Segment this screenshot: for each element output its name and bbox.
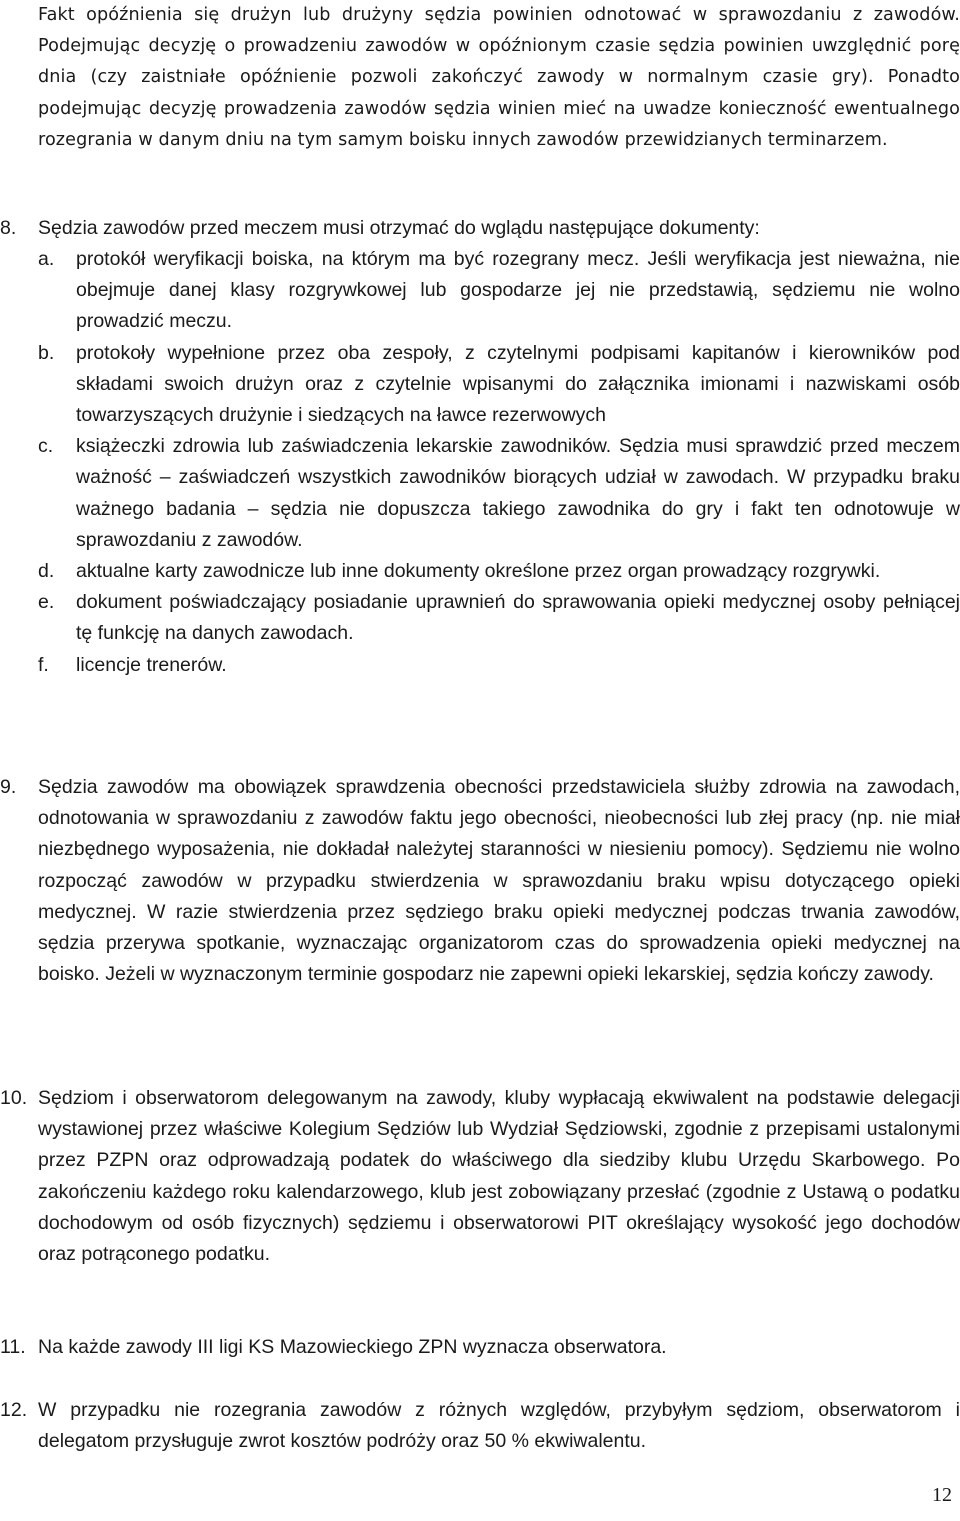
item-number: 8. — [0, 217, 17, 239]
list-item-b — [0, 338, 960, 432]
list-letter: e. — [38, 591, 55, 614]
list-item-c — [0, 431, 960, 556]
item-text: Sędziom i obserwatorom delegowanym na zawody, kluby wypłacają ekwiwalent na podstawie delegacji wystawionej przez właściwe Kolegium Sędziów lub Wydział Sędziowski, zgodnie z przepisami ustalonymi przez PZPN oraz odprowadzają podatek do właściwego dla siedziby klubu Urzędu Skarbowego. Po zakończeniu każdego roku kalendarzowego, klub jest zobowiązany przesłać (zgodnie z Ustawą o podatku dochodowym od osób fizycznych) sędziemu i obserwatorowi PIT określający wysokość jego dochodów oraz potrąconego podatku. — [38, 1087, 960, 1266]
intro-paragraph: Fakt opóźnienia się drużyn lub drużyny sędzia powinien odnotować w sprawozdaniu z zawodów. Podejmując decyzję o prowadzeniu zawodów w opóźnionym czasie sędzia powinien uwzględnić porę dnia (czy zaistniałe opóźnienie pozwoli zakończyć zawody w normalnym czasie gry). Ponadto podejmując decyzję prowadzenia zawodów sędzia winien mieć na uwadze konieczność ewentualnego rozegrania w danym dniu na tym samym boisku innych zawodów przewidzianych terminarzem. — [38, 5, 960, 150]
item-number: 12. — [0, 1399, 28, 1421]
regulation-item-9 — [0, 772, 960, 990]
list-letter: f. — [38, 653, 49, 676]
regulation-item-8 — [0, 213, 960, 244]
list-letter: c. — [38, 435, 54, 458]
list-item-a — [0, 244, 960, 338]
list-letter: d. — [38, 560, 55, 583]
list-item-d — [0, 556, 960, 587]
item-text: Na każde zawody III ligi KS Mazowieckiego ZPN wyznacza obserwatora. — [38, 1336, 667, 1358]
regulation-item-11 — [0, 1332, 960, 1363]
item-text: W przypadku nie rozegrania zawodów z różnych względów, przybyłym sędziom, obserwatorom i delegatom przysługuje zwrot kosztów podróży oraz 50 % ekwiwalentu. — [38, 1399, 960, 1453]
list-item-text: aktualne karty zawodnicze lub inne dokumenty określone przez organ prowadzący rozgrywki. — [76, 560, 881, 583]
list-item-f — [0, 650, 960, 681]
list-item-text: protokoły wypełnione przez oba zespoły, z czytelnymi podpisami kapitanów i kierowników pod składami swoich drużyn oraz z czytelnie wpisanymi do załącznika imionami i nazwiskami osób towarzyszących drużynie i siedzących na ławce rezerwowych — [76, 341, 960, 427]
item-text: Sędzia zawodów przed meczem musi otrzymać do wglądu następujące dokumenty: — [38, 217, 760, 239]
list-item-text: licencje trenerów. — [76, 653, 227, 676]
document-list — [0, 244, 960, 681]
list-letter: b. — [38, 341, 55, 364]
item-number: 11. — [0, 1336, 26, 1358]
list-item-text: protokół weryfikacji boiska, na którym ma być rozegrany mecz. Jeśli weryfikacja jest nieważna, nie obejmuje danej klasy rozgrywkowej lub gospodarze jej nie przedstawią, sędziemu nie wolno prowadzić meczu. — [76, 248, 960, 333]
regulation-item-12 — [0, 1395, 960, 1457]
item-number: 9. — [0, 776, 17, 798]
item-text: Sędzia zawodów ma obowiązek sprawdzenia obecności przedstawiciela służby zdrowia na zawodach, odnotowania w sprawozdaniu z zawodów faktu jego obecności, nieobecności lub złej pracy (np. nie miał niezbędnego wyposażenia, nie dokładał należytej staranności w niesieniu pomocy). Sędziemu nie wolno rozpocząć zawodów w przypadku stwierdzenia w sprawozdaniu braku wpisu dotyczącego opieki medycznej. W razie stwierdzenia przez sędziego braku opieki medycznej podczas trwania zawodów, sędzia przerywa spotkanie, wyznaczając organizatorom czas do sprowadzenia opieki medycznej na boisko. Jeżeli w wyznaczonym terminie gospodarz nie zapewni opieki lekarskiej, sędzia kończy zawody. — [38, 776, 960, 986]
list-letter: a. — [38, 248, 55, 270]
list-item-text: książeczki zdrowia lub zaświadczenia lekarskie zawodników. Sędzia musi sprawdzić przed meczem ważność – zaświadczeń wszystkich zawodników biorących udział w zawodach. W przypadku braku ważnego badania – sędzia nie dopuszcza takiego zawodnika do gry i fakt ten odnotowuje w sprawozdaniu z zawodów. — [76, 435, 960, 551]
item-number: 10. — [0, 1087, 28, 1109]
list-item-text: dokument poświadczający posiadanie uprawnień do sprawowania opieki medycznej osoby pełniącej tę funkcję na danych zawodach. — [76, 591, 960, 645]
regulation-item-10 — [0, 1083, 960, 1270]
list-item-e — [0, 587, 960, 649]
page-number: 12 — [932, 1484, 952, 1506]
